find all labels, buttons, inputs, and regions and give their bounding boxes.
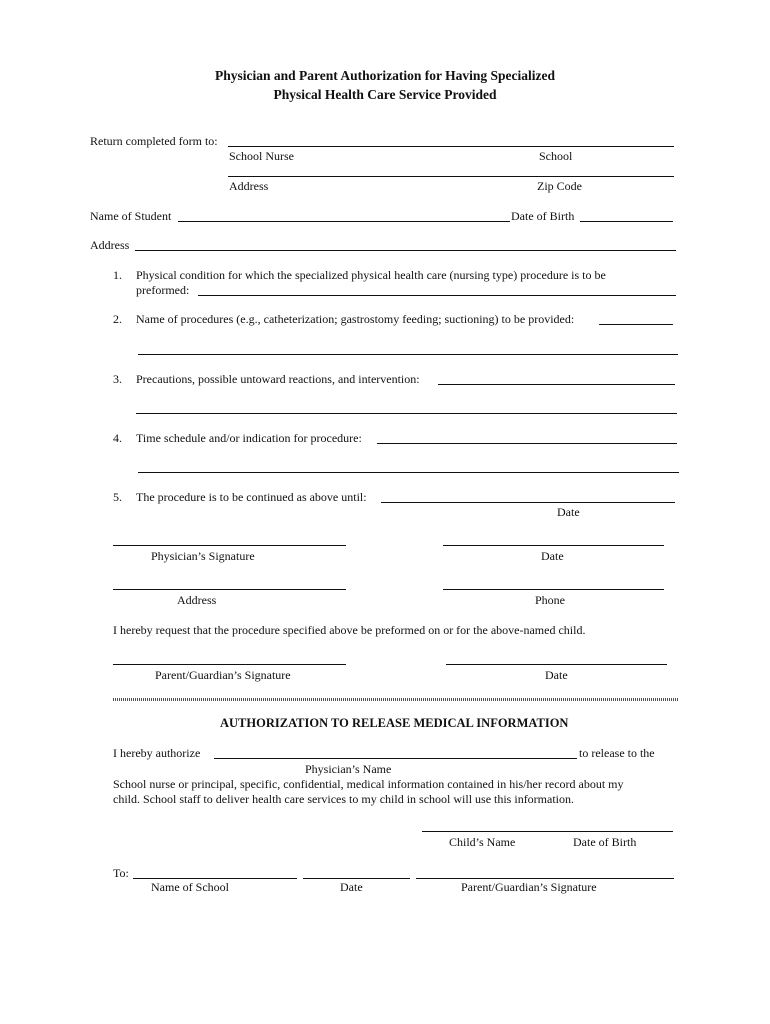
item-1-line[interactable] bbox=[198, 295, 676, 296]
item-2-text: Name of procedures (e.g., catheterization; gastrostomy feeding; suctioning) to be provided: bbox=[136, 312, 575, 326]
parent-signature-line[interactable] bbox=[113, 664, 346, 665]
release-parent-signature-line[interactable] bbox=[416, 878, 674, 879]
physician-address-caption: Address bbox=[177, 593, 217, 607]
item-3-number: 3. bbox=[113, 372, 122, 386]
physician-signature-line[interactable] bbox=[113, 545, 346, 546]
request-statement: I hereby request that the procedure specified above be preformed on or for the above-named child. bbox=[113, 623, 586, 637]
zip-code-caption: Zip Code bbox=[537, 179, 582, 193]
student-name-label: Name of Student bbox=[90, 209, 172, 223]
physician-date-caption: Date bbox=[541, 549, 564, 563]
name-of-school-caption: Name of School bbox=[151, 880, 229, 894]
form-title-line1: Physician and Parent Authorization for Having Specialized bbox=[214, 68, 556, 83]
to-release-text: to release to the bbox=[579, 746, 655, 760]
physician-phone-caption: Phone bbox=[535, 593, 565, 607]
childs-name-caption: Child’s Name bbox=[449, 835, 516, 849]
school-nurse-caption: School Nurse bbox=[229, 149, 294, 163]
item-3-text: Precautions, possible untoward reactions, and intervention: bbox=[136, 372, 420, 386]
physician-date-line[interactable] bbox=[443, 545, 664, 546]
item-1-text-cont: preformed: bbox=[136, 283, 190, 297]
parent-date-caption: Date bbox=[545, 668, 568, 682]
item-5-line[interactable] bbox=[381, 502, 675, 503]
item-5-number: 5. bbox=[113, 490, 122, 504]
physician-address-line[interactable] bbox=[113, 589, 346, 590]
student-name-line[interactable] bbox=[178, 221, 510, 222]
item-2-line-a[interactable] bbox=[599, 324, 673, 325]
item-4-line-a[interactable] bbox=[377, 443, 677, 444]
item-4-line-b[interactable] bbox=[138, 472, 679, 473]
school-caption: School bbox=[539, 149, 573, 163]
authorize-physician-line[interactable] bbox=[214, 758, 577, 759]
release-date-line[interactable] bbox=[303, 878, 410, 879]
item-1-number: 1. bbox=[113, 268, 122, 282]
item-3-line-b[interactable] bbox=[136, 413, 677, 414]
return-school-nurse-line[interactable] bbox=[228, 146, 674, 147]
item-3-line-a[interactable] bbox=[438, 384, 675, 385]
item-2-number: 2. bbox=[113, 312, 122, 326]
item-5-date-caption: Date bbox=[557, 505, 580, 519]
date-of-birth-caption: Date of Birth bbox=[573, 835, 637, 849]
student-address-line[interactable] bbox=[135, 250, 676, 251]
school-name-line[interactable] bbox=[133, 878, 297, 879]
dob-line[interactable] bbox=[580, 221, 673, 222]
return-address-line[interactable] bbox=[228, 176, 674, 177]
return-label: Return completed form to: bbox=[90, 134, 218, 148]
parent-date-line[interactable] bbox=[446, 664, 667, 665]
section-divider bbox=[113, 698, 679, 701]
to-label: To: bbox=[113, 866, 129, 880]
child-name-dob-line[interactable] bbox=[422, 831, 673, 832]
form-title-line2: Physical Health Care Service Provided bbox=[273, 87, 497, 102]
address-caption: Address bbox=[229, 179, 269, 193]
dob-label: Date of Birth bbox=[511, 209, 575, 223]
release-paragraph-line1: School nurse or principal, specific, confidential, medical information contained in his/her record about my bbox=[113, 777, 624, 791]
item-4-number: 4. bbox=[113, 431, 122, 445]
release-paragraph-line2: child. School staff to deliver health care services to my child in school will use this information. bbox=[113, 792, 575, 806]
parent-signature-caption: Parent/Guardian’s Signature bbox=[155, 668, 291, 682]
physician-phone-line[interactable] bbox=[443, 589, 664, 590]
release-heading: AUTHORIZATION TO RELEASE MEDICAL INFORMATION bbox=[220, 716, 569, 730]
physician-signature-caption: Physician’s Signature bbox=[151, 549, 255, 563]
student-address-label: Address bbox=[90, 238, 130, 252]
item-2-line-b[interactable] bbox=[138, 354, 678, 355]
release-parent-signature-caption: Parent/Guardian’s Signature bbox=[461, 880, 597, 894]
release-date-caption: Date bbox=[340, 880, 363, 894]
item-1-text: Physical condition for which the specialized physical health care (nursing type) procedure is to be bbox=[136, 268, 606, 282]
physician-name-caption: Physician’s Name bbox=[305, 762, 392, 776]
item-5-text: The procedure is to be continued as above until: bbox=[136, 490, 367, 504]
authorize-label: I hereby authorize bbox=[113, 746, 201, 760]
item-4-text: Time schedule and/or indication for procedure: bbox=[136, 431, 362, 445]
